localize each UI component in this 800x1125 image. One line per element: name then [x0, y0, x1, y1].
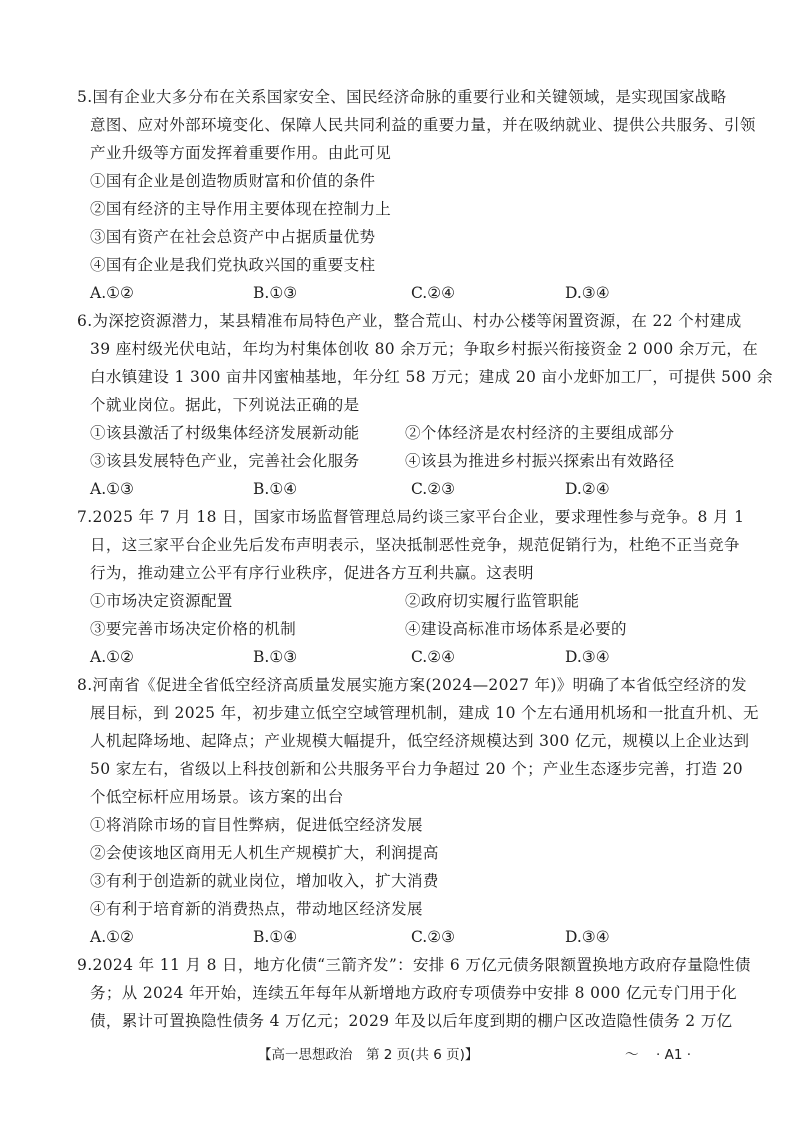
choice-c: C.②④	[411, 284, 456, 302]
statement-option: ②个体经济是农村经济的主要组成部分	[405, 424, 675, 442]
statement-option: ②政府切实履行监管职能	[405, 592, 580, 610]
statement-option: ①该县激活了村级集体经济发展新动能	[90, 424, 360, 442]
statement-option: ②会使该地区商用无人机生产规模扩大，利润提高	[90, 844, 439, 862]
question-5	[77, 87, 756, 311]
question-8	[77, 675, 759, 955]
question-7	[77, 507, 745, 675]
choice-d: D.②④	[565, 480, 610, 498]
question-stem-line: 5.国有企业大多分布在关系国家安全、国民经济命脉的重要行业和关键领域，是实现国家战略	[77, 88, 727, 106]
statement-option: ④该县为推进乡村振兴探索出有效路径	[405, 452, 675, 470]
question-stem-line: 9.2024 年 11 月 8 日，地方化债“三箭齐发”：安排 6 万亿元债务限额置换地方政府存量隐性债	[77, 956, 751, 974]
statement-option: ④建设高标准市场体系是必要的	[405, 620, 627, 638]
choice-b: B.①④	[253, 480, 298, 498]
question-stem-line: 债，累计可置换隐性债务 4 万亿元；2029 年及以后年度到期的棚户区改造隐性债务 2 万亿	[90, 1012, 733, 1030]
statement-option: ①国有企业是创造物质财富和价值的条件	[90, 172, 376, 190]
footer-mark: ～	[625, 1047, 639, 1063]
choice-c: C.②③	[411, 928, 456, 946]
question-stem-line: 7.2025 年 7 月 18 日，国家市场监督管理总局约谈三家平台企业，要求理性参与竞争。8 月 1	[77, 508, 745, 526]
question-stem-line: 产业升级等方面发挥着重要作用。由此可见	[90, 144, 392, 162]
question-stem-line: 个就业岗位。据此，下列说法正确的是	[90, 396, 360, 414]
page-footer	[0, 1046, 800, 1064]
answer-choices	[90, 927, 730, 947]
choice-b: B.①④	[253, 928, 298, 946]
question-stem-line: 8.河南省《促进全省低空经济高质量发展实施方案(2024—2027 年)》明确了本省低空经济的发	[77, 676, 748, 694]
choice-c: C.②③	[411, 480, 456, 498]
statement-option: ③有利于创造新的就业岗位，增加收入，扩大消费	[90, 872, 439, 890]
footer-page-label: 【高一思想政治 第 2 页(共 6 页)】	[258, 1047, 479, 1063]
statement-row	[90, 591, 730, 611]
choice-a: A.①③	[90, 480, 134, 498]
question-stem-line: 人机起降场地、起降点；产业规模大幅提升，低空经济规模达到 300 亿元，规模以上企业达到	[90, 732, 750, 750]
question-stem-line: 展目标，到 2025 年，初步建立低空空域管理机制，建成 10 个左右通用机场和一批直升机、无	[90, 704, 759, 722]
answer-choices	[90, 479, 730, 499]
question-stem-line: 6.为深挖资源潜力，某县精准布局特色产业，整合荒山、村办公楼等闲置资源，在 22 个村建成	[77, 312, 742, 330]
question-stem-line: 行为，推动建立公平有序行业秩序，促进各方互利共赢。这表明	[90, 564, 534, 582]
choice-b: B.①③	[253, 648, 298, 666]
statement-option: ①市场决定资源配置	[90, 592, 233, 610]
statement-option: ③国有资产在社会总资产中占据质量优势	[90, 228, 376, 246]
question-stem-line: 务；从 2024 年开始，连续五年每年从新增地方政府专项债券中安排 8 000 亿元专门用于化	[90, 984, 737, 1002]
choice-b: B.①③	[253, 284, 298, 302]
statement-option: ③要完善市场决定价格的机制	[90, 620, 297, 638]
statement-option: ④有利于培育新的消费热点，带动地区经济发展	[90, 900, 423, 918]
statement-row	[90, 619, 730, 639]
statement-option: ②国有经济的主导作用主要体现在控制力上	[90, 200, 392, 218]
question-9	[77, 955, 751, 1039]
choice-d: D.③④	[565, 928, 610, 946]
question-stem-line: 日，这三家平台企业先后发布声明表示，坚决抵制恶性竞争，规范促销行为，杜绝不正当竞争	[90, 536, 740, 554]
choice-a: A.①②	[90, 284, 134, 302]
choice-a: A.①②	[90, 648, 134, 666]
question-6	[77, 311, 773, 507]
footer-code: · A1 ·	[656, 1047, 691, 1063]
choice-a: A.①②	[90, 928, 134, 946]
question-stem-line: 意图、应对外部环境变化、保障人民共同利益的重要力量，并在吸纳就业、提供公共服务、引领	[90, 116, 756, 134]
choice-c: C.②④	[411, 648, 456, 666]
statement-option: ④国有企业是我们党执政兴国的重要支柱	[90, 256, 376, 274]
answer-choices	[90, 647, 730, 667]
choice-d: D.③④	[565, 648, 610, 666]
statement-option: ①将消除市场的盲目性弊病，促进低空经济发展	[90, 816, 423, 834]
statement-option: ③该县发展特色产业，完善社会化服务	[90, 452, 360, 470]
choice-d: D.③④	[565, 284, 610, 302]
question-stem-line: 50 家左右，省级以上科技创新和公共服务平台力争超过 20 个；产业生态逐步完善，打造 20	[90, 760, 743, 778]
statement-row	[90, 451, 730, 471]
statement-row	[90, 423, 730, 443]
question-stem-line: 39 座村级光伏电站，年均为村集体创收 80 余万元；争取乡村振兴衔接资金 2 000 余万元，在	[90, 340, 759, 358]
question-stem-line: 个低空标杆应用场景。该方案的出台	[90, 788, 344, 806]
answer-choices	[90, 283, 730, 303]
question-stem-line: 白水镇建设 1 300 亩井冈蜜柚基地，年分红 58 万元；建成 20 亩小龙虾加工厂，可提供 500 余	[90, 368, 773, 386]
